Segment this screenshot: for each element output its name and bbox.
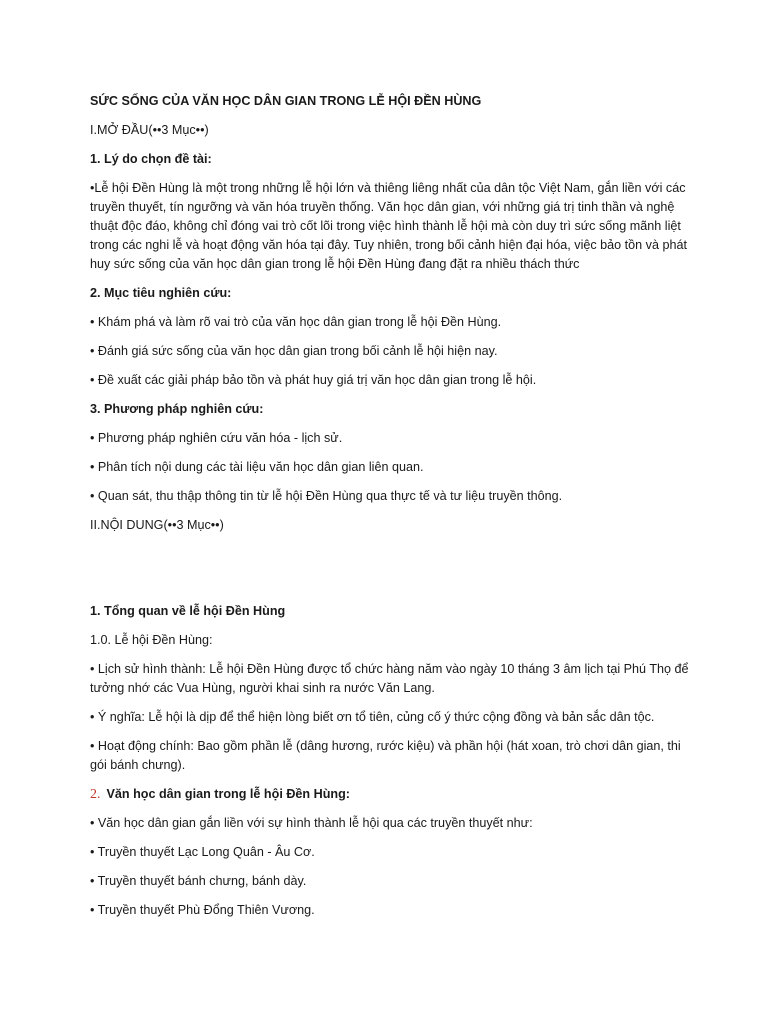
- s1-3-heading: 3. Phương pháp nghiên cứu:: [90, 402, 264, 416]
- list-item: • Truyền thuyết Phù Đổng Thiên Vương.: [90, 903, 315, 917]
- list-item: • Lịch sử hình thành: Lễ hội Đền Hùng được tổ chức hàng năm vào ngày 10 tháng 3 âm lịch tại Phú Thọ để tưởng nhớ các Vua Hùng, người khai sinh ra nước Văn Lang.: [90, 662, 689, 695]
- document-title: SỨC SỐNG CỦA VĂN HỌC DÂN GIAN TRONG LỄ HỘI ĐỀN HÙNG: [90, 94, 482, 108]
- s2-2-heading: Văn học dân gian trong lễ hội Đền Hùng:: [106, 787, 350, 801]
- blank-space: [90, 545, 690, 602]
- list-item: • Truyền thuyết Lạc Long Quân - Âu Cơ.: [90, 845, 315, 859]
- s2-1-heading: 1. Tổng quan về lễ hội Đền Hùng: [90, 604, 286, 618]
- list-item: • Phương pháp nghiên cứu văn hóa - lịch sử.: [90, 431, 343, 445]
- list-item: • Khám phá và làm rõ vai trò của văn học dân gian trong lễ hội Đền Hùng.: [90, 315, 502, 329]
- list-item: • Quan sát, thu thập thông tin từ lễ hội Đền Hùng qua thực tế và tư liệu truyền thông.: [90, 489, 563, 503]
- document-page: [90, 92, 690, 930]
- section2-heading: II.NỘI DUNG(••3 Mục••): [90, 518, 224, 532]
- list-item: • Hoạt động chính: Bao gồm phần lễ (dâng hương, rước kiệu) và phần hội (hát xoan, trò chơi dân gian, thi gói bánh chưng).: [90, 739, 681, 772]
- s2-1-0-subheading: 1.0. Lễ hội Đền Hùng:: [90, 633, 213, 647]
- list-item: • Truyền thuyết bánh chưng, bánh dày.: [90, 874, 307, 888]
- list-item: • Đánh giá sức sống của văn học dân gian trong bối cảnh lễ hội hiện nay.: [90, 344, 498, 358]
- list-item: • Đề xuất các giải pháp bảo tồn và phát huy giá trị văn học dân gian trong lễ hội.: [90, 373, 537, 387]
- s2-2-number: 2.: [90, 787, 101, 802]
- s1-1-heading: 1. Lý do chọn đề tài:: [90, 152, 212, 166]
- s1-2-heading: 2. Mục tiêu nghiên cứu:: [90, 286, 232, 300]
- section1-heading: I.MỞ ĐẦU(••3 Mục••): [90, 123, 209, 137]
- list-item: • Văn học dân gian gắn liền với sự hình thành lễ hội qua các truyền thuyết như:: [90, 816, 533, 830]
- s2-2-heading-line: [90, 785, 690, 804]
- list-item: • Ý nghĩa: Lễ hội là dịp để thể hiện lòng biết ơn tổ tiên, củng cố ý thức cộng đồng và bản sắc dân tộc.: [90, 710, 655, 724]
- s1-1-body: •Lễ hội Đền Hùng là một trong những lễ hội lớn và thiêng liêng nhất của dân tộc Việt Nam, gắn liền với các truyền thuyết, tín ngưỡng và văn hóa truyền thống. Văn học dân gian, với những giá trị tinh thần và nghệ thuật độc đáo, không chỉ đóng vai trò cốt lõi trong việc hình thành lễ hội mà còn duy trì sức sống mãnh liệt trong các nghi lễ và hoạt động văn hóa tại đây. Tuy nhiên, trong bối cảnh hiện đại hóa, việc bảo tồn và phát huy sức sống của văn học dân gian trong lễ hội Đền Hùng đang đặt ra nhiều thách thức: [90, 181, 687, 271]
- list-item: • Phân tích nội dung các tài liệu văn học dân gian liên quan.: [90, 460, 424, 474]
